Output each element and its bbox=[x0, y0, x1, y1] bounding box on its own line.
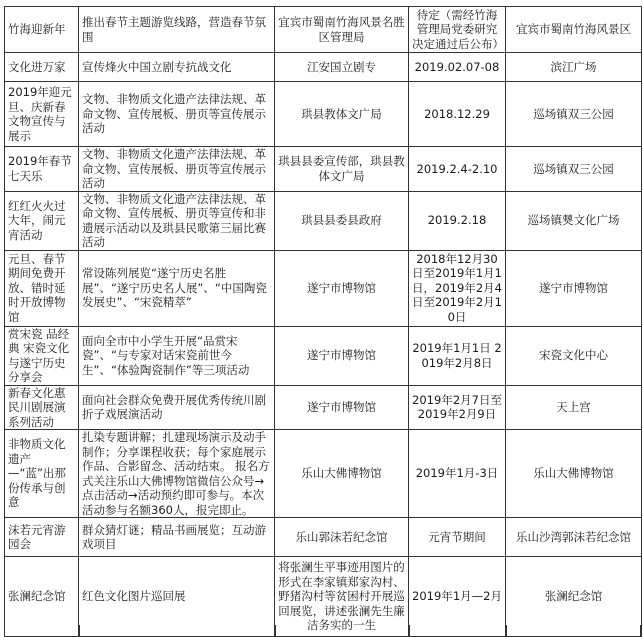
activity-organizer: 珙县县委县政府 bbox=[275, 191, 409, 250]
activity-place: 遂宁市博物馆 bbox=[506, 250, 642, 326]
activity-place: 天上宫 bbox=[506, 385, 642, 430]
activity-place: 滨江广场 bbox=[506, 53, 642, 82]
activity-name: 竹海迎新年 bbox=[5, 7, 79, 53]
activity-place: 乐山沙湾郭沫若纪念馆 bbox=[506, 518, 642, 557]
column-divider bbox=[409, 625, 410, 637]
activity-time: 元宵节期间 bbox=[409, 518, 506, 557]
activity-content: 文物、非物质文化遗产法律法规、革命文物、宣传展板、册页等宣传展示活动 bbox=[79, 147, 275, 192]
column-divider bbox=[506, 625, 507, 637]
activity-name: 红红火火过大年，闹元宵活动 bbox=[5, 191, 79, 250]
activity-name: 沫若元宵游园会 bbox=[5, 518, 79, 557]
activity-content: 扎染专题讲解；扎建现场演示及动手制作；分享课程收获；每个家庭展示作品、合影留念、活动结束。 报名方式关注乐山大佛博物馆微信公众号→点击活动→活动预约即可参与。本次活动参与名额360人，报完即止。 bbox=[79, 430, 275, 518]
activity-place: 乐山大佛博物馆 bbox=[506, 430, 642, 518]
activity-name: 赏宋瓷 品经典 宋瓷文化与遂宁历史分享会 bbox=[5, 326, 79, 385]
activity-name: 新春文化惠民川剧展演系列活动 bbox=[5, 385, 79, 430]
activity-content: 文物、非物质文化遗产法律法规、革命文物、宣传展板、册页等宣传展示活动 bbox=[79, 82, 275, 147]
activity-time: 2018年12月30日至2019年1月1日，2019年2月4日至2019年2月10日 bbox=[409, 250, 506, 326]
table-row bbox=[5, 82, 642, 147]
activity-time: 2019年1月1日 2019年2月8日 bbox=[409, 326, 506, 385]
table-row bbox=[5, 191, 642, 250]
activity-place: 巡场镇僰文化广场 bbox=[506, 191, 642, 250]
activity-time: 2019年2月7日至2019年2月9日 bbox=[409, 385, 506, 430]
table-row bbox=[5, 385, 642, 430]
activity-time: 2019.2.18 bbox=[409, 191, 506, 250]
activity-time: 待定（需经竹海管理局党委研究决定通过后公布） bbox=[409, 7, 506, 53]
activity-content: 红色文化图片巡回展 bbox=[79, 557, 275, 637]
column-divider bbox=[275, 625, 276, 637]
activity-place: 宜宾市蜀南竹海风景区 bbox=[506, 7, 642, 53]
activity-content: 群众猜灯谜；精品书画展览；互动游戏项目 bbox=[79, 518, 275, 557]
activity-organizer: 珙县教体文广局 bbox=[275, 82, 409, 147]
table-row bbox=[5, 7, 642, 53]
activity-organizer: 珙县县委宣传部，珙县教体文广局 bbox=[275, 147, 409, 192]
activity-time: 2019年1月-3日 bbox=[409, 430, 506, 518]
column-divider bbox=[640, 625, 641, 637]
activity-time: 2019年1月—2月 bbox=[409, 557, 506, 637]
activity-time: 2018.12.29 bbox=[409, 82, 506, 147]
activity-table bbox=[4, 6, 642, 637]
activity-organizer: 宜宾市蜀南竹海风景名胜区管理局 bbox=[275, 7, 409, 53]
activity-name: 2019年春节七天乐 bbox=[5, 147, 79, 192]
activity-place: 巡场镇双三公园 bbox=[506, 147, 642, 192]
activity-organizer: 乐山郭沫若纪念馆 bbox=[275, 518, 409, 557]
activity-organizer: 遂宁市博物馆 bbox=[275, 250, 409, 326]
activity-content: 推出春节主题游览线路，营造春节氛围 bbox=[79, 7, 275, 53]
activity-place: 巡场镇双三公园 bbox=[506, 82, 642, 147]
activity-name: 2019年迎元旦、庆新春文物宣传与展示 bbox=[5, 82, 79, 147]
activity-place: 宋瓷文化中心 bbox=[506, 326, 642, 385]
column-divider bbox=[79, 625, 80, 637]
activity-content: 宣传烽火中国立剧专抗战文化 bbox=[79, 53, 275, 82]
activity-organizer: 遂宁市博物馆 bbox=[275, 385, 409, 430]
table-row bbox=[5, 430, 642, 518]
activity-content: 面向全市中小学生开展“品赏宋瓷”、“与专家对话宋瓷前世今生”、“体验陶瓷制作”等三项活动 bbox=[79, 326, 275, 385]
activity-organizer: 江安国立剧专 bbox=[275, 53, 409, 82]
activity-time: 2019.02.07-08 bbox=[409, 53, 506, 82]
activity-content: 常设陈列展览“遂宁历史名胜展”、“遂宁历史名人展”、“中国陶瓷发展史”、“宋瓷精萃” bbox=[79, 250, 275, 326]
table-row bbox=[5, 326, 642, 385]
activity-name: 元旦、春节期间免费开放、错时延时开放博物馆 bbox=[5, 250, 79, 326]
activity-name: 文化进万家 bbox=[5, 53, 79, 82]
activity-organizer: 将张澜生平事迹用图片的形式在李家镇郑家沟村、野猪沟村等贫困村开展巡回展览，讲述张澜先生廉洁务实的一生 bbox=[275, 557, 409, 637]
table-row bbox=[5, 147, 642, 192]
activity-name: 非物质文化遗产—“蓝”出那份传承与创意 bbox=[5, 430, 79, 518]
activity-content: 文物、非物质文化遗产法律法规、革命文物、宣传展板、册页等宣传和非遗展示活动以及珙县民歌第三届比赛活动 bbox=[79, 191, 275, 250]
table-row bbox=[5, 250, 642, 326]
activity-content: 面向社会群众免费开展优秀传统川剧折子戏展演活动 bbox=[79, 385, 275, 430]
activity-place: 张澜纪念馆 bbox=[506, 557, 642, 637]
table-row bbox=[5, 518, 642, 557]
activity-organizer: 遂宁市博物馆 bbox=[275, 326, 409, 385]
activity-organizer: 乐山大佛博物馆 bbox=[275, 430, 409, 518]
cropped-next-row bbox=[4, 625, 641, 637]
table-row bbox=[5, 53, 642, 82]
activity-name: 张澜纪念馆 bbox=[5, 557, 79, 637]
activity-time: 2019.2.4-2.10 bbox=[409, 147, 506, 192]
